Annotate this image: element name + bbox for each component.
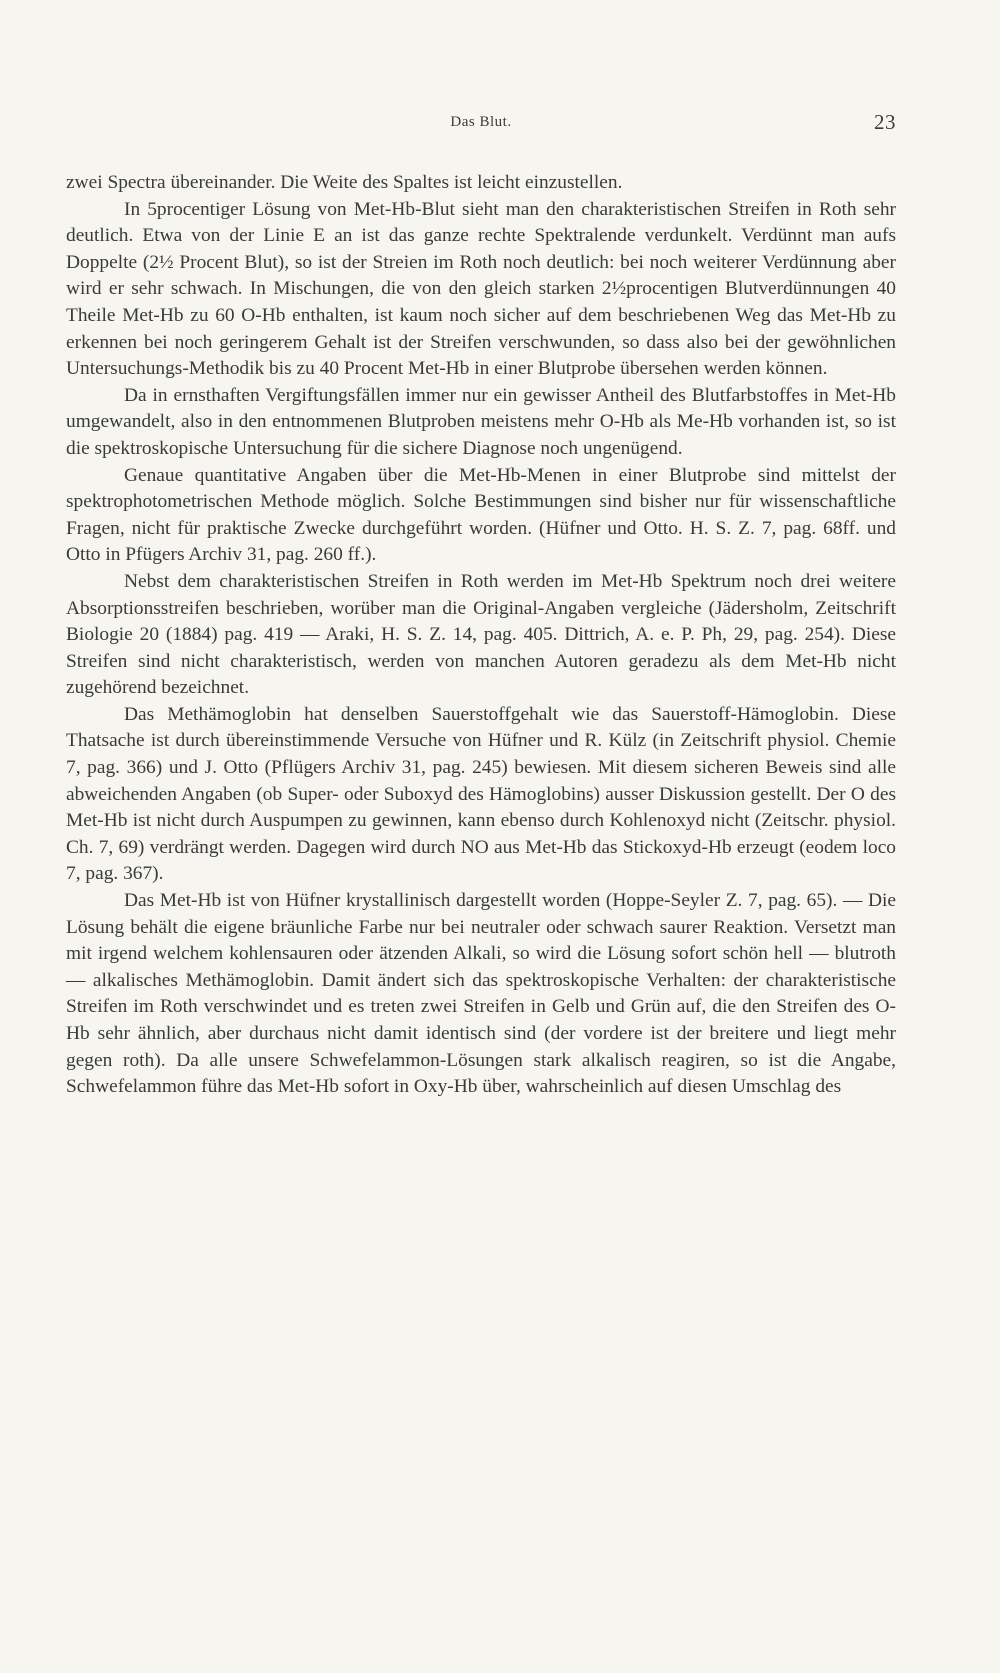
- paragraph-7: Das Met-Hb ist von Hüfner krystallinisch dargestellt worden (Hoppe-Seyler Z. 7, pag. 65). — Die Lösung behält die eigene bräunliche Farbe nur bei neutraler oder schwach saurer Reaktion. Versetzt man mit irgend welchem kohlensauren oder ätzenden Alkali, so wird die Lösung sofort schön hell — blutroth — alkalisches Methämoglobin. Damit ändert sich das spektroskopische Verhalten: der charakteristische Streifen im Roth verschwindet und es treten zwei Streifen in Gelb und Grün auf, die den Streifen des O-Hb sehr ähnlich, aber durchaus nicht damit identisch sind (der vordere ist der breitere und liegt mehr gegen roth). Da alle unsere Schwefelammon-Lösungen stark alkalisch reagiren, so ist die Angabe, Schwefelammon führe das Met-Hb sofort in Oxy-Hb über, wahrscheinlich auf diesen Umschlag des: [66, 890, 896, 1098]
- running-head: [66, 110, 896, 140]
- paragraph-3: Da in ernsthaften Vergiftungsfällen immer nur ein gewisser Antheil des Blutfarbstoffes in Met-Hb umgewandelt, also in den entnommenen Blutproben meistens mehr O-Hb als Me-Hb vorhanden ist, so ist die spektroskopische Untersuchung für die sichere Diagnose noch ungenügend.: [66, 384, 896, 459]
- running-title: Das Blut.: [450, 114, 512, 130]
- paragraph-5: Nebst dem charakteristischen Streifen in Roth werden im Met-Hb Spektrum noch drei weitere Absorptionsstreifen beschrieben, worüber man die Original-Angaben vergleiche (Jädersholm, Zeitschrift Biologie 20 (1884) pag. 419 — Araki, H. S. Z. 14, pag. 405. Dittrich, A. e. P. Ph, 29, pag. 254). Diese Streifen sind nicht charakteristisch, werden von manchen Autoren geradezu als dem Met-Hb nicht zugehörend bezeichnet.: [66, 570, 896, 699]
- paragraph-2: In 5procentiger Lösung von Met-Hb-Blut sieht man den charakteristischen Streifen in Roth sehr deutlich. Etwa von der Linie E an ist das ganze rechte Spektralende verdunkelt. Verdünnt man aufs Doppelte (2½ Procent Blut), so ist der Streien im Roth noch deutlich: bei noch weiterer Verdünnung aber wird er sehr schwach. In Mischungen, die von den gleich starken 2½procentigen Blutverdünnungen 40 Theile Met-Hb zu 60 O-Hb enthalten, ist kaum noch sicher auf dem beschriebenen Weg das Met-Hb zu erkennen bei noch geringerem Gehalt ist der Streifen verschwunden, so dass also bei der gewöhnlichen Untersuchungs-Methodik bis zu 40 Procent Met-Hb in einer Blutprobe übersehen werden können.: [66, 198, 896, 380]
- body-text: [66, 170, 896, 1101]
- paragraph-6: Das Methämoglobin hat denselben Sauerstoffgehalt wie das Sauerstoff-Hämoglobin. Diese Thatsache ist durch übereinstimmende Versuche von Hüfner und R. Külz (in Zeitschrift physiol. Chemie 7, pag. 366) und J. Otto (Pflügers Archiv 31, pag. 245) bewiesen. Mit diesem sicheren Beweis sind alle abweichenden Angaben (ob Super- oder Suboxyd des Hämoglobins) ausser Diskussion gestellt. Der O des Met-Hb ist nicht durch Auspumpen zu gewinnen, kann ebenso durch Kohlenoxyd nicht (Zeitschr. physiol. Ch. 7, 69) verdrängt werden. Dagegen wird durch NO aus Met-Hb das Stickoxyd-Hb erzeugt (eodem loco 7, pag. 367).: [66, 703, 896, 885]
- paragraph-1: zwei Spectra übereinander. Die Weite des Spaltes ist leicht einzustellen.: [66, 172, 623, 193]
- book-page: [66, 110, 896, 1101]
- paragraph-4: Genaue quantitative Angaben über die Met-Hb-Menen in einer Blutprobe sind mittelst der spektrophotometrischen Methode möglich. Solche Bestimmungen sind bisher nur für wissenschaftliche Fragen, nicht für praktische Zwecke durchgeführt worden. (Hüfner und Otto. H. S. Z. 7, pag. 68ff. und Otto in Pfügers Archiv 31, pag. 260 ff.).: [66, 464, 896, 566]
- page-number: 23: [874, 110, 896, 134]
